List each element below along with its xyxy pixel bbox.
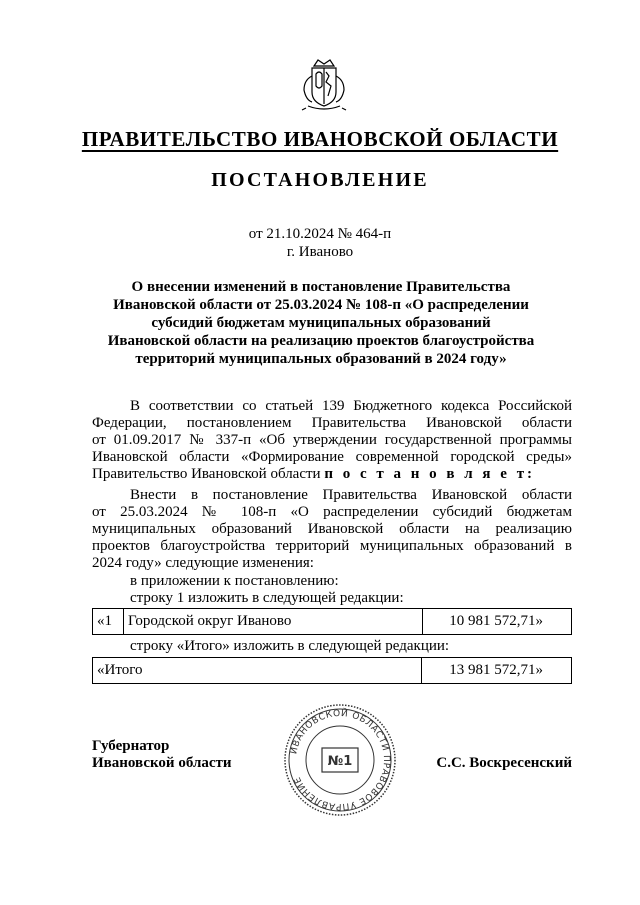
text-line: от 25.03.2024 № 108-п «О распределении субсидий бюджетам (92, 504, 572, 520)
heading-line: субсидий бюджетам муниципальных образований (151, 315, 491, 331)
signatory-position (92, 738, 232, 772)
official-stamp (282, 702, 398, 818)
position-line: Губернатор (92, 738, 170, 754)
total-label-cell: «Итого (93, 658, 422, 684)
text-line: проектов благоустройства территорий муниципальных образований в (92, 538, 572, 554)
text-line: 2024 году» следующие изменения: (92, 555, 314, 571)
row1-replacement-table (92, 608, 572, 635)
total-replacement-table (92, 657, 572, 684)
text-line: В соответствии со статьей 139 Бюджетного кодекса Российской (130, 398, 572, 414)
row-number-cell: «1 (93, 609, 124, 635)
table-row (93, 658, 572, 684)
appendix-line: в приложении к постановлению: (130, 573, 339, 589)
heading-line: О внесении изменений в постановление Правительства (131, 279, 511, 295)
text-line (92, 466, 572, 483)
preamble-paragraph (92, 398, 572, 483)
table-row (93, 609, 572, 635)
stamp-text: ИВАНОВСКОЙ ОБЛАСТИ ПРАВОВОЕ УПРАВЛЕНИЕ (289, 708, 392, 812)
amount-cell: 10 981 572,71» (423, 609, 572, 635)
government-title: ПРАВИТЕЛЬСТВО ИВАНОВСКОЙ ОБЛАСТИ (81, 127, 559, 151)
heading-line: территорий муниципальных образований в 2024 году» (135, 351, 507, 367)
signatory-name: С.С. Воскресенский (436, 755, 572, 771)
text-line: Ивановской области «Формирование современной городской среды» (92, 449, 572, 465)
text-line: муниципальных образований Ивановской области на реализацию (92, 521, 572, 537)
text-line: от 01.09.2017 № 337-п «Об утверждении государственной программы (92, 432, 572, 448)
municipality-cell: Городской округ Иваново (124, 609, 423, 635)
row-total-instruction: строку «Итого» изложить в следующей редакции: (130, 638, 450, 654)
coat-of-arms-icon (298, 56, 350, 112)
decree-heading (90, 278, 552, 368)
decree-word: п о с т а н о в л я е т: (324, 466, 536, 482)
decree-date-number: от 21.10.2024 № 464-п (248, 226, 392, 242)
document-type: ПОСТАНОВЛЕНИЕ (211, 169, 429, 191)
total-amount-cell: 13 981 572,71» (422, 658, 572, 684)
government-subject: Правительство Ивановской области (92, 466, 325, 482)
text-line: Внести в постановление Правительства Ивановской области (130, 487, 572, 503)
row1-instruction: строку 1 изложить в следующей редакции: (130, 590, 404, 606)
operative-paragraph (92, 487, 572, 572)
position-line: Ивановской области (92, 755, 232, 771)
heading-line: Ивановской области на реализацию проектов благоустройства (107, 333, 535, 349)
text-line: Федерации, постановлением Правительства Ивановской области (92, 415, 572, 431)
stamp-number: №1 (327, 754, 353, 769)
heading-line: Ивановской области от 25.03.2024 № 108-п «О распределении (113, 297, 529, 313)
city: г. Иваново (286, 244, 354, 260)
